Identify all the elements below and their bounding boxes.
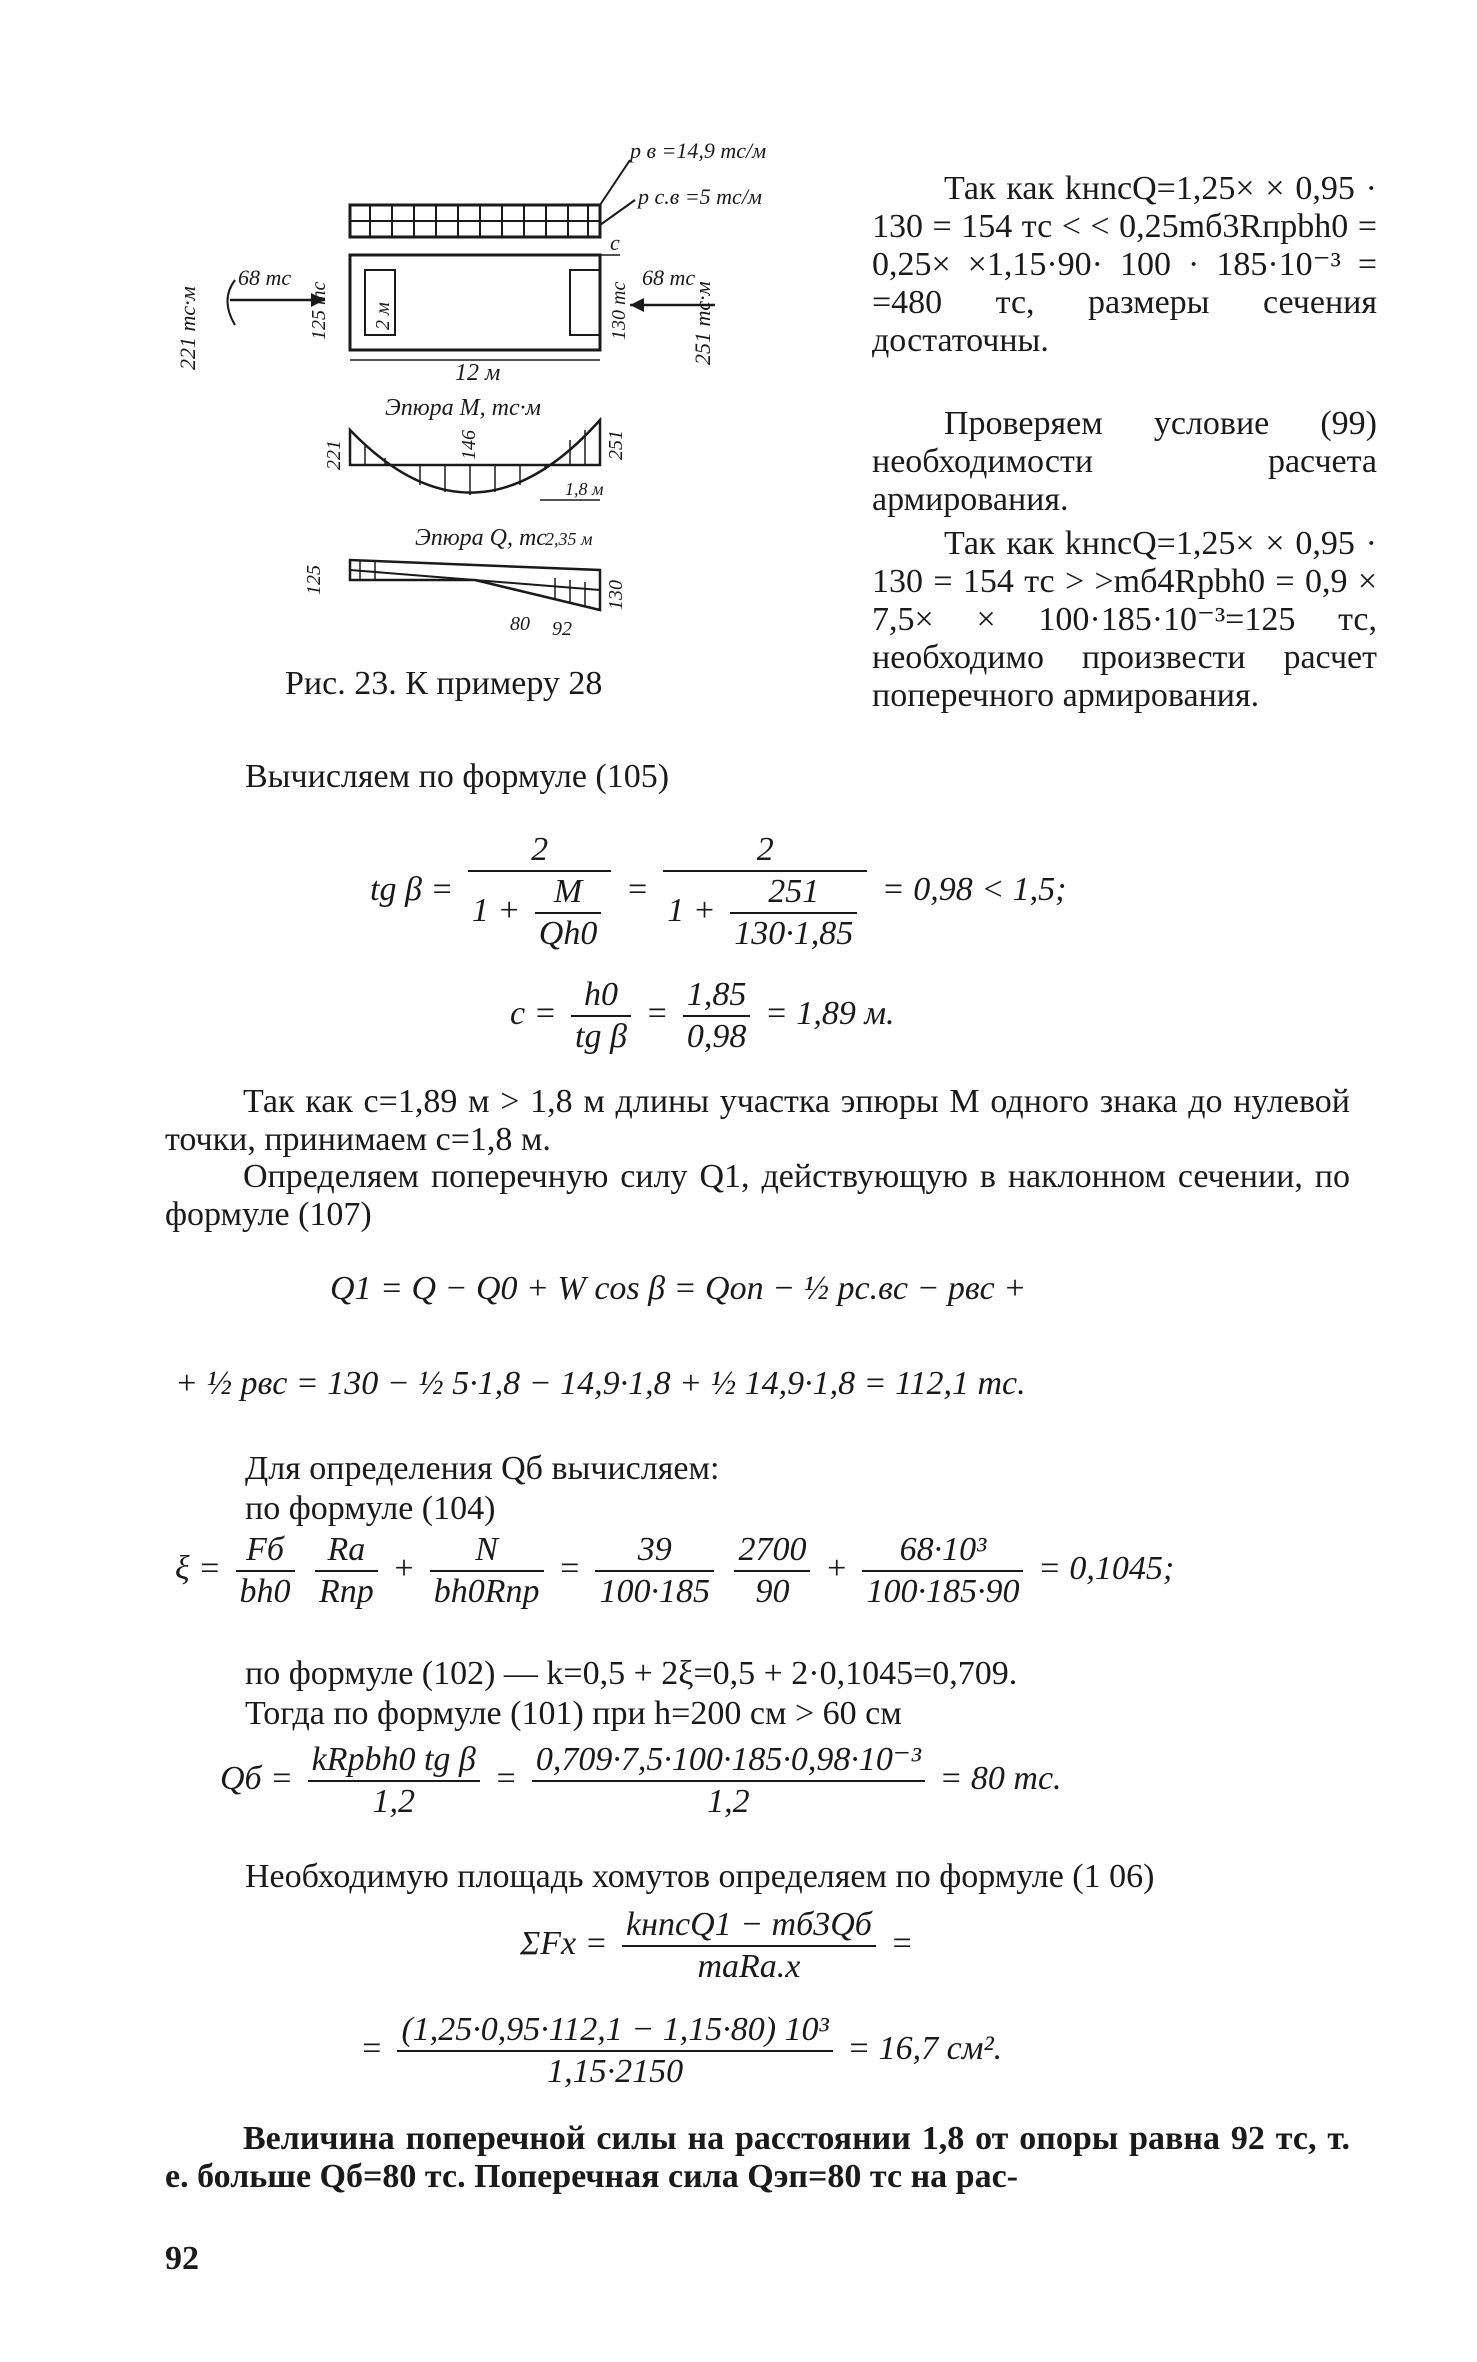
frac-qb-1 [308, 1740, 480, 1822]
m-diagram-title: Эпюра M, тс·м [385, 395, 541, 421]
frac-num: Ra [315, 1530, 378, 1572]
eq-q1-line1: Q1 = Q − Q0 + W cos β = Qоп − ½ pс.вc − pвc + [330, 1270, 1027, 1307]
frac-den [468, 872, 612, 954]
frac-xi-5 [734, 1530, 810, 1612]
eq-c-end: = 1,89 м. [764, 994, 895, 1032]
frac-num: 2 [663, 830, 867, 872]
eq-tg-end: = 0,98 < 1,5; [881, 870, 1067, 908]
eq-qb-end: = 80 тс. [939, 1759, 1062, 1797]
eq-sfx-lhs: ΣFx = [520, 1924, 608, 1962]
one-plus: 1 + [667, 891, 716, 929]
figure-caption: Рис. 23. К примеру 28 [285, 665, 603, 702]
frac-den: 1,2 [372, 1783, 415, 1820]
eq-c: c = $\frac{h0}{\text{tg β}}$ = $\frac{1,85}{0,98}$ = 1,89 м. [510, 976, 895, 1055]
eq-c-lhs: c = [510, 994, 557, 1032]
moment-right-label: 251 тс·м [690, 281, 715, 365]
frac-inner [730, 872, 857, 954]
frac-num: h0 [571, 975, 631, 1017]
m-left-value: 221 [323, 440, 345, 470]
frac-inner [535, 872, 602, 954]
frac-xi-6 [862, 1530, 1023, 1612]
frac-xi-4 [595, 1530, 714, 1612]
eq-sfx-2: = $\frac{\text{(1,25·0,95·112,1 − 1,15·80) 10³}}{1,15\cdot 2150}$ = 16,7 см². [360, 2011, 1003, 2090]
frac-qb-2 [532, 1740, 925, 1822]
frac-num: N [430, 1530, 544, 1572]
frac-den: 100·185 [599, 1573, 710, 1610]
frac-den: 1,2 [707, 1783, 750, 1820]
frac-num: 1,85 [683, 975, 751, 1017]
moment-left-label: 221 тс·м [175, 286, 200, 370]
frac-num: 39 [595, 1530, 714, 1572]
m-right-value: 251 [605, 430, 627, 460]
frac-xi-1 [236, 1530, 295, 1612]
span-label: 12 м [455, 360, 501, 386]
frac-num: kRpbh0 tg β [308, 1740, 480, 1782]
eq-xi-lhs: ξ = [175, 1549, 222, 1587]
frac-num: 0,709·7,5·100·185·0,98·10⁻³ [532, 1740, 925, 1782]
para-formula-105: Вычисляем по формуле (105) [245, 758, 670, 795]
frac-num: M [535, 872, 602, 914]
para-formula-102: по формуле (102) — k=0,5 + 2ξ=0,5 + 2·0,1045=0,709. [245, 1655, 1018, 1692]
q-dim-label: 2,35 м [545, 529, 593, 549]
q-value-b: 92 [552, 618, 572, 640]
eq-sfx-2-end: = 16,7 см². [847, 2029, 1003, 2067]
eq-xi: ξ = $\frac{Fб}{bh0}$ $\frac{Ra}{\text{Rпр}}$ + $\frac{N}{\text{bh0Rпр}}$ = $\frac{39}{100\cdot 185}$ $\frac{2700}{90}$ + $\frac{\text{68·10³}}{100\cdot 185\cdot 90}$ = 0,1045; [175, 1531, 1175, 1610]
force-right-label: 68 тс [642, 265, 696, 290]
frac-den: 1,15·2150 [547, 2053, 684, 2090]
frac-den [663, 872, 867, 954]
label-c: c [610, 230, 620, 255]
right-col-para-1: Так как kнncQ=1,25× × 0,95 · 130 = 154 тс < < 0,25mб3Rпрbh0 = 0,25× ×1,15·90· 100 · 185·10⁻³ = =480 тс, размеры сечения достаточны. [872, 170, 1377, 359]
frac-den: 90 [755, 1573, 790, 1610]
frac-c-2 [683, 975, 751, 1057]
h-left-label: 125 тс [308, 281, 330, 340]
frac-num: kнncQ1 − mб3Qб [622, 1905, 876, 1947]
q-right-value: 130 [605, 580, 627, 610]
frac-num: 2700 [734, 1530, 810, 1572]
beam-diagram [160, 138, 767, 660]
m-dim-label: 1,8 м [565, 479, 604, 499]
para-qb: Для определения Qб вычисляем: [245, 1450, 720, 1487]
m-mid-value: 146 [458, 430, 480, 460]
frac-den: maRa.x [697, 1948, 801, 1985]
h-right-label: 130 тс [608, 281, 630, 340]
eq-qb-lhs: Qб = [220, 1759, 294, 1797]
eq-tg-lhs: tg β = [370, 870, 454, 908]
frac-den: 130·1,85 [734, 915, 854, 952]
h-mid-label: 2 м [372, 302, 394, 330]
q-diagram-title: Эпюра Q, тс [415, 525, 547, 551]
para-formula-101: Тогда по формуле (101) при h=200 см > 60 см [245, 1695, 902, 1732]
para-closing: Величина поперечной силы на расстоянии 1,8 от опоры равна 92 тс, т. е. больше Qб=80 тс. Поперечная сила Qэп=80 тс на рас- [165, 2120, 1350, 2195]
frac-tg-2 [663, 830, 867, 954]
para-formula-104: по формуле (104) [245, 1490, 496, 1527]
frac-den: bh0 [239, 1573, 291, 1610]
right-col-para-3: Так как kнncQ=1,25× × 0,95 · 130 = 154 тс > >mб4Rpbh0 = 0,9 × 7,5× × 100·185·10⁻³=125 тс, необходимо произвести расчет поперечного армирования. [872, 525, 1377, 714]
eq-sfx [520, 1905, 913, 1987]
frac-den: 0,98 [686, 1018, 747, 1055]
frac-num: (1,25·0,95·112,1 − 1,15·80) 10³ [397, 2010, 832, 2052]
one-plus: 1 + [471, 891, 521, 929]
frac-xi-2 [315, 1530, 378, 1612]
eq-q1-line2: + ½ pвc = 130 − ½ 5·1,8 − 14,9·1,8 + ½ 14,9·1,8 = 112,1 тс. [175, 1365, 1026, 1402]
para-formula-106: Необходимую площадь хомутов определяем по формуле (1 06) [245, 1858, 1155, 1895]
right-col-para-2: Проверяем условие (99) необходимости расчета армирования. [872, 405, 1377, 518]
q-left-value: 125 [303, 565, 325, 595]
frac-num: 68·10³ [862, 1530, 1023, 1572]
page-number: 92 [165, 2240, 199, 2277]
load-pv-label: p в =14,9 тс/м [630, 138, 767, 163]
load-pcv-label: p с.в =5 тс/м [638, 184, 762, 209]
frac-c-1 [571, 975, 631, 1057]
frac-den: Qh0 [538, 915, 598, 952]
frac-sfx-2 [397, 2010, 832, 2092]
q-value-a: 80 [510, 613, 530, 635]
frac-num: Fб [236, 1530, 295, 1572]
force-left-label: 68 тс [238, 265, 292, 290]
frac-xi-3 [430, 1530, 544, 1612]
frac-den: bh0Rпр [433, 1573, 540, 1610]
para-q1: Определяем поперечную силу Q1, действующую в наклонном сечении, по формуле (107) [165, 1158, 1350, 1233]
eq-sfx-end: = [890, 1924, 914, 1962]
para-c-value: Так как c=1,89 м > 1,8 м длины участка эпюры M одного знака до нулевой точки, принимаем c=1,8 м. [165, 1083, 1350, 1158]
eq-xi-end: = 0,1045; [1037, 1549, 1175, 1587]
frac-den: 100·185·90 [866, 1573, 1020, 1610]
frac-tg-1 [468, 830, 612, 954]
frac-den: tg β [575, 1018, 627, 1055]
frac-num: 251 [730, 872, 857, 914]
frac-den: Rпр [319, 1573, 374, 1610]
eq-qb: Qб = $\frac{\text{kRpbh0 tg β}}{1,2}$ = $\frac{\text{0,709·7,5·100·185·0,98·10⁻³}}{1,2}$ = 80 тс. [220, 1741, 1062, 1820]
frac-num: 2 [468, 830, 612, 872]
eq-tg-beta: tg β = 2 1 + $\frac{M}{Qh0}$ = 2 1 + $\frac{251}{130\cdot 1,85}$ = 0,98 < 1,5; [370, 831, 1067, 952]
frac-sfx-1 [622, 1905, 876, 1987]
